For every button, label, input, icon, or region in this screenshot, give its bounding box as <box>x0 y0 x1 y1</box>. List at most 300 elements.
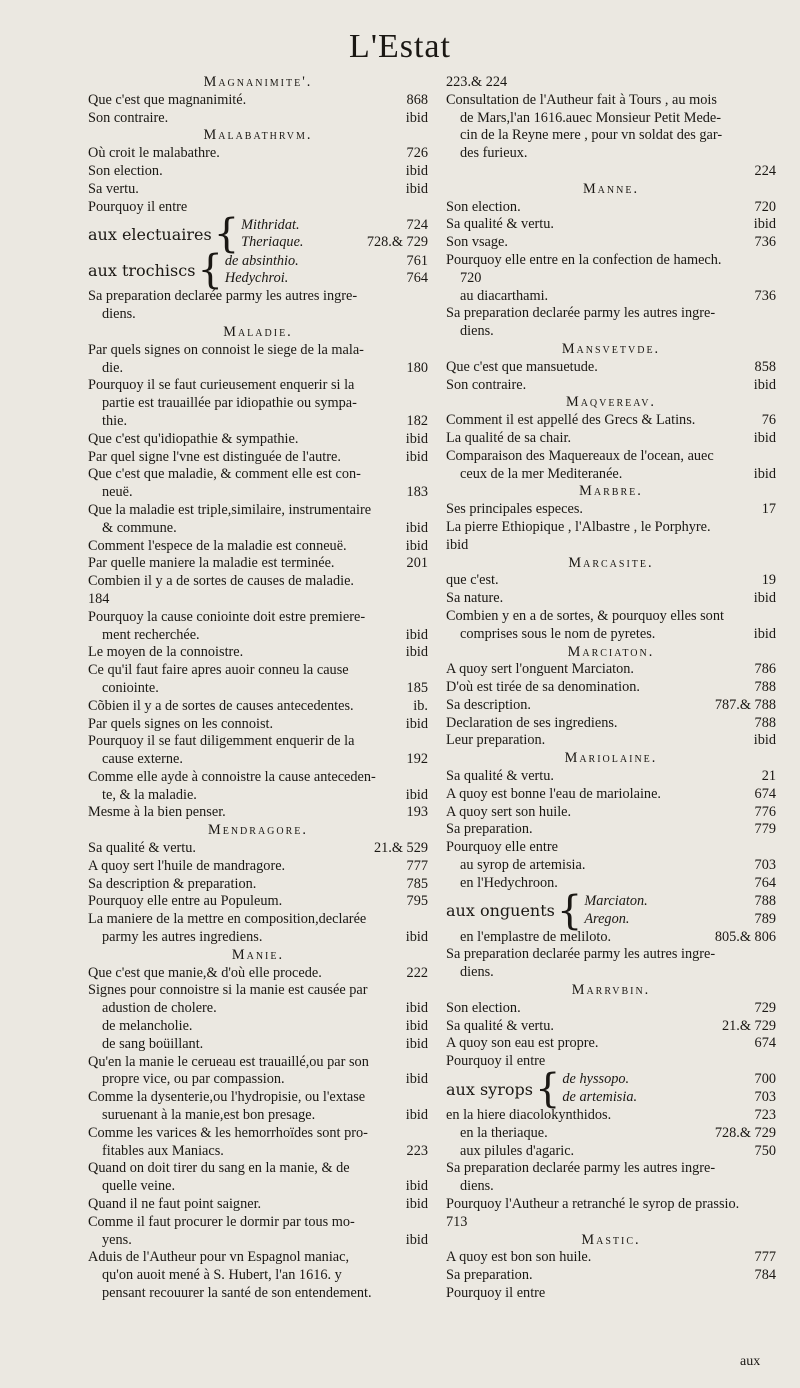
page-ref: 76 <box>761 412 776 429</box>
index-column-left <box>88 74 428 1303</box>
brace-icon: { <box>556 887 583 934</box>
entry-text: diens. <box>460 964 494 981</box>
entry-text: Comme elle ayde à connoistre la cause anteceden- <box>88 768 376 785</box>
index-entry <box>446 608 776 626</box>
page-ref: 180 <box>406 359 428 376</box>
entry-text: Signes pour connoistre si la manie est causée par <box>88 982 368 999</box>
index-entry <box>88 1267 428 1285</box>
entry-text: Pourquoy il entre <box>446 1053 546 1070</box>
index-entry <box>88 1232 428 1250</box>
page-ref: ibid <box>405 1018 428 1035</box>
entry-text: de sang boüillant. <box>102 1035 204 1052</box>
catchword: aux <box>740 1354 761 1369</box>
index-entry <box>88 1018 428 1036</box>
entry-text: en la theriaque. <box>460 1124 548 1141</box>
entry-text: Par quels signes on connoist le siege de la mala- <box>88 341 364 358</box>
brace-icon: { <box>534 1066 561 1113</box>
entry-text: Par quels signes on les connoist. <box>88 715 274 732</box>
page-ref: 788 <box>754 714 776 731</box>
index-entry <box>88 787 428 805</box>
page-ref: 21.& 529 <box>373 840 428 857</box>
index-entry <box>446 430 776 448</box>
index-entry <box>446 359 776 377</box>
index-column-right <box>446 74 776 1303</box>
index-entry <box>88 1178 428 1196</box>
index-entry <box>446 572 776 590</box>
entry-text: au diacarthami. <box>460 287 549 304</box>
page-ref: 193 <box>406 804 428 821</box>
index-entry <box>446 732 776 750</box>
index-entry <box>446 1285 776 1303</box>
index-entry <box>446 110 776 128</box>
entry-text: Pourquoy il entre <box>446 1285 546 1301</box>
entry-text: de Mars,l'an 1616.auec Monsieur Petit Mede- <box>460 109 722 126</box>
page-ref: 700 <box>754 1071 776 1088</box>
index-entry <box>446 448 776 466</box>
brace-items <box>562 1071 776 1107</box>
entry-text: Declaration de ses ingrediens. <box>446 714 618 731</box>
entry-text: Sa qualité & vertu. <box>446 1017 554 1034</box>
page-ref: 703 <box>754 857 776 874</box>
entry-text: ibid <box>446 536 469 553</box>
page-ref: 703 <box>754 1089 776 1106</box>
page-ref: 789 <box>754 910 776 927</box>
page-ref: ibid <box>405 448 428 465</box>
page-ref: 776 <box>754 803 776 820</box>
page-ref: 201 <box>406 555 428 572</box>
index-entry <box>446 1267 776 1285</box>
index-entry <box>446 821 776 839</box>
page-ref: 183 <box>406 484 428 501</box>
entry-text: D'où est tirée de sa denomination. <box>446 679 640 696</box>
page-ref: ibid <box>753 376 776 393</box>
entry-text: Comme les varices & les hemorrhoïdes sont pro- <box>88 1124 368 1141</box>
entry-text: Sa preparation declarée parmy les autres ingre- <box>446 946 716 963</box>
index-entry <box>446 1214 776 1232</box>
entry-text: Marciaton. <box>584 892 648 909</box>
index-entry <box>88 644 428 662</box>
page-ref: 223 <box>406 1142 428 1159</box>
entry-text: 720 <box>460 269 482 286</box>
entry-text: Comment l'espece de la maladie est conneuë. <box>88 537 347 554</box>
entry-text: Pourquoy elle entre <box>446 839 558 856</box>
index-entry <box>88 1160 428 1178</box>
entry-text: au syrop de artemisia. <box>460 857 586 874</box>
brace-label: aux electuaires <box>88 224 212 244</box>
brace-group <box>446 887 776 934</box>
entry-text: Que c'est que manie,& d'où elle procede. <box>88 964 322 981</box>
entry-text: Comme la dysenterie,ou l'hydropisie, ou l'extase <box>88 1089 366 1106</box>
entry-text: diens. <box>460 323 494 340</box>
entry-text: des furieux. <box>460 145 528 162</box>
page-ref: 788 <box>754 892 776 909</box>
entry-text: Pourquoy il se faut diligemment enquerir de la <box>88 733 355 750</box>
index-entry <box>584 893 776 911</box>
page-ref: 724 <box>406 216 428 233</box>
entry-text: ceux de la mer Mediteranée. <box>460 465 623 482</box>
entry-text: de absinthio. <box>224 252 299 269</box>
index-entry <box>88 431 428 449</box>
section-heading: Malabathrvm. <box>203 127 313 144</box>
index-entry <box>88 1107 428 1125</box>
index-entry <box>446 1249 776 1267</box>
page-ref: ibid <box>753 732 776 749</box>
index-entry <box>88 413 428 431</box>
page-ref: ibid <box>405 430 428 447</box>
page-ref: 777 <box>754 1249 776 1266</box>
entry-text: Hedychroi. <box>224 270 289 287</box>
page-ref: 736 <box>754 234 776 251</box>
index-entry <box>88 1089 428 1107</box>
index-entry <box>446 270 776 288</box>
page-ref: 182 <box>406 412 428 429</box>
index-entry <box>88 1285 428 1303</box>
page-ref: ibid <box>405 180 428 197</box>
page-ref: ibid <box>405 1000 428 1017</box>
page-ref: 805.& 806 <box>714 928 776 945</box>
page-ref: 729 <box>754 999 776 1016</box>
entry-text: te, & la maladie. <box>102 786 197 803</box>
page-ref: 764 <box>406 270 428 287</box>
entry-text: Que la maladie est triple,similaire, instrumentaire <box>88 501 372 518</box>
entry-text: de melancholie. <box>102 1018 193 1035</box>
index-entry <box>446 288 776 306</box>
entry-text: Combien il y a de sortes de causes de maladie. <box>88 573 355 590</box>
section-heading: Marciaton. <box>567 643 655 660</box>
page-ref: ibid <box>405 1035 428 1052</box>
entry-text: Pourquoy l'Autheur a retranché le syrop de prassio. <box>446 1196 740 1213</box>
index-entry <box>562 1089 776 1107</box>
page-ref: ibid <box>405 109 428 126</box>
entry-text: qu'on auoit mené à S. Hubert, l'an 1616. y <box>102 1267 342 1284</box>
index-entry <box>446 1000 776 1018</box>
entry-text: pensant recouurer la santé de son entendement. <box>102 1285 372 1301</box>
page-ref: ibid <box>405 537 428 554</box>
page-ref: 19 <box>761 572 776 589</box>
page-ref: ibid <box>753 590 776 607</box>
section-heading: Marbre. <box>579 483 643 500</box>
index-entry <box>88 662 428 680</box>
section-heading: Marcasite. <box>568 554 654 571</box>
index-entry <box>88 466 428 484</box>
entry-text: diens. <box>102 306 136 323</box>
page-ref: ibid <box>753 429 776 446</box>
index-entry <box>446 1125 776 1143</box>
index-entry <box>446 946 776 964</box>
index-entry <box>88 1249 428 1267</box>
entry-text: Mesme à la bien penser. <box>88 804 226 821</box>
brace-group <box>88 247 428 294</box>
page-ref: ibid <box>405 715 428 732</box>
brace-label: aux onguents <box>446 901 555 921</box>
index-entry <box>446 1107 776 1125</box>
entry-text: Theriaque. <box>241 234 304 251</box>
index-entry <box>88 769 428 787</box>
entry-text: Comparaison des Maquereaux de l'ocean, auec <box>446 447 714 464</box>
index-entry <box>88 520 428 538</box>
index-entry <box>88 876 428 894</box>
index-entry <box>88 804 428 822</box>
index-entry <box>88 698 428 716</box>
entry-text: adustion de cholere. <box>102 1000 217 1017</box>
index-entry <box>446 1053 776 1071</box>
entry-text: Quand on doit tirer du sang en la manie, & de <box>88 1160 350 1177</box>
index-entry <box>88 1036 428 1054</box>
entry-text: Que c'est qu'idiopathie & sympathie. <box>88 430 299 447</box>
entry-text: Le moyen de la connoistre. <box>88 644 244 661</box>
entry-text: Son election. <box>446 198 521 215</box>
page-ref: ibid <box>405 929 428 946</box>
entry-text: Son election. <box>88 162 163 179</box>
index-entry <box>584 911 776 929</box>
index-entry <box>446 679 776 697</box>
brace-icon: { <box>213 211 240 258</box>
page-ref: 728.& 729 <box>714 1124 776 1141</box>
entry-text: suruenant à la manie,est bon presage. <box>102 1107 316 1124</box>
page-ref: ibid <box>405 786 428 803</box>
page-ref: 674 <box>754 785 776 802</box>
entry-text: Son contraire. <box>88 109 169 126</box>
index-entry <box>446 377 776 395</box>
entry-text: Sa qualité & vertu. <box>446 768 554 785</box>
section-heading: Mariolaine. <box>564 750 658 767</box>
entry-text: Par quelle maniere la maladie est terminée. <box>88 555 335 572</box>
page-ref: 761 <box>406 252 428 269</box>
page-ref: 795 <box>406 893 428 910</box>
index-entry <box>241 217 428 235</box>
index-entry <box>88 163 428 181</box>
brace-items <box>584 893 776 929</box>
page-ref: 736 <box>754 287 776 304</box>
index-entry <box>88 609 428 627</box>
brace-items <box>241 217 428 253</box>
entry-text: diens. <box>460 1178 494 1195</box>
entry-text: Cõbien il y a de sortes de causes antecedentes. <box>88 697 354 714</box>
page-ref: 17 <box>761 501 776 518</box>
index-entry <box>446 163 776 181</box>
entry-text: Comment il est appellé des Grecs & Latins. <box>446 412 696 429</box>
entry-text: quelle veine. <box>102 1178 176 1195</box>
index-entry <box>88 591 428 609</box>
index-entry <box>446 697 776 715</box>
page-ref: 723 <box>754 1107 776 1124</box>
page-ref: 786 <box>754 661 776 678</box>
entry-text: Sa qualité & vertu. <box>446 216 554 233</box>
entry-text: coniointe. <box>102 679 159 696</box>
index-entry <box>88 1125 428 1143</box>
entry-text: Pourquoy la cause coniointe doit estre premiere- <box>88 608 366 625</box>
entry-text: Consultation de l'Autheur fait à Tours , au mois <box>446 91 717 108</box>
index-entry <box>446 715 776 733</box>
index-entry <box>88 751 428 769</box>
index-entry <box>88 1000 428 1018</box>
entry-text: Aduis de l'Autheur pour vn Espagnol maniac, <box>88 1249 350 1266</box>
index-entry <box>88 840 428 858</box>
entry-text: A quoy sert l'huile de mandragore. <box>88 857 286 874</box>
index-entry <box>225 253 428 271</box>
entry-text: Sa nature. <box>446 590 504 607</box>
entry-text: neuë. <box>102 484 133 501</box>
entry-text: en la hiere diacolokynthidos. <box>446 1107 612 1124</box>
page-ref: ibid <box>405 644 428 661</box>
entry-text: Que c'est que maladie, & comment elle est con- <box>88 466 361 483</box>
entry-text: Sa preparation declarée parmy les autres ingre- <box>446 305 716 322</box>
index-entry <box>446 839 776 857</box>
entry-text: Quand il ne faut point saigner. <box>88 1196 262 1213</box>
index-entry <box>88 733 428 751</box>
page-ref: 868 <box>406 91 428 108</box>
index-entry <box>446 216 776 234</box>
index-entry <box>446 804 776 822</box>
section-heading: Mastic. <box>581 1231 641 1248</box>
entry-text: Pourquoy elle entre en la confection de hamech. <box>446 251 722 268</box>
entry-text: A quoy sert son huile. <box>446 803 572 820</box>
entry-text: yens. <box>102 1231 132 1248</box>
entry-text: Par quel signe l'vne est distinguée de l'autre. <box>88 448 341 465</box>
page-ref: 222 <box>406 964 428 981</box>
page-ref: 785 <box>406 875 428 892</box>
index-entry <box>88 342 428 360</box>
page-ref: 764 <box>754 874 776 891</box>
entry-text: de artemisia. <box>562 1089 638 1106</box>
entry-text: Aregon. <box>584 910 630 927</box>
entry-text: Ses principales especes. <box>446 501 583 518</box>
page-ref: 788 <box>754 679 776 696</box>
section-heading: Maqvereav. <box>566 394 656 411</box>
index-entry <box>446 786 776 804</box>
entry-text: Sa preparation declarée parmy les autres ingre- <box>446 1160 716 1177</box>
index-entry <box>88 306 428 324</box>
page-ref: ibid <box>753 216 776 233</box>
index-entry <box>446 145 776 163</box>
index-entry <box>446 501 776 519</box>
index-entry <box>88 145 428 163</box>
brace-group <box>446 1066 776 1113</box>
entry-text: fitables aux Maniacs. <box>102 1142 224 1159</box>
index-entry <box>88 716 428 734</box>
brace-label: aux trochiscs <box>88 260 196 280</box>
index-entry <box>88 92 428 110</box>
entry-text: de hyssopo. <box>562 1071 630 1088</box>
entry-text: Pourquoy il se faut curieusement enquerir si la <box>88 377 355 394</box>
index-entry <box>446 1035 776 1053</box>
page-ref: 787.& 788 <box>714 696 776 713</box>
entry-text: A quoy est bon son huile. <box>446 1249 592 1266</box>
section-heading: Manie. <box>231 946 285 963</box>
index-entry <box>562 1071 776 1089</box>
entry-text: Mithridat. <box>241 216 300 233</box>
index-entry <box>88 1054 428 1072</box>
entry-text: Combien y en a de sortes, & pourquoy elles sont <box>446 607 724 624</box>
index-entry <box>88 555 428 573</box>
entry-text: Ce qu'il faut faire apres auoir conneu la cause <box>88 662 349 679</box>
index-entry <box>446 661 776 679</box>
section-heading: Magnanimite'. <box>203 74 313 90</box>
entry-text: Pourquoy il entre <box>88 198 188 215</box>
entry-text: comprises sous le nom de pyretes. <box>460 625 656 642</box>
index-entry <box>446 626 776 644</box>
index-entry <box>446 929 776 947</box>
page-ref: 720 <box>754 198 776 215</box>
entry-text: Qu'en la manie le cerueau est trauaillé,ou par son <box>88 1053 369 1070</box>
entry-text: parmy les autres ingrediens. <box>102 929 263 946</box>
section-heading: Maladie. <box>223 323 293 340</box>
entry-text: A quoy est bonne l'eau de mariolaine. <box>446 785 661 802</box>
page-ref: 777 <box>406 857 428 874</box>
index-entry <box>225 270 428 288</box>
page-ref: 784 <box>754 1267 776 1284</box>
entry-text: Pourquoy elle entre au Populeum. <box>88 893 283 910</box>
index-entry <box>88 395 428 413</box>
page-ref: 185 <box>406 679 428 696</box>
index-entry <box>88 893 428 911</box>
page-ref: ibid <box>405 1196 428 1213</box>
index-entry <box>446 199 776 217</box>
entry-text: die. <box>102 359 124 376</box>
index-entry <box>88 110 428 128</box>
entry-text: Sa preparation declarée parmy les autres ingre- <box>88 288 358 305</box>
index-entry <box>88 929 428 947</box>
index-entry <box>88 573 428 591</box>
index-entry <box>446 127 776 145</box>
index-entry <box>88 1143 428 1161</box>
page-ref: 726 <box>406 145 428 162</box>
page-ref: 21.& 729 <box>721 1017 776 1034</box>
entry-text: 223.& 224 <box>446 74 508 90</box>
entry-text: thie. <box>102 412 128 429</box>
entry-text: Sa vertu. <box>88 180 139 197</box>
index-entry <box>88 377 428 395</box>
index-entry <box>88 502 428 520</box>
index-entry <box>446 252 776 270</box>
index-entry <box>446 519 776 537</box>
entry-text: A quoy sert l'onguent Marciaton. <box>446 661 635 678</box>
page-ref: ibid <box>405 162 428 179</box>
index-entry <box>446 768 776 786</box>
entry-text: La maniere de la mettre en composition,declarée <box>88 911 367 928</box>
section-heading: Manne. <box>582 180 640 197</box>
page-ref: ibid <box>405 519 428 536</box>
index-entry <box>446 875 776 893</box>
index-entry <box>446 590 776 608</box>
index-entry <box>88 1071 428 1089</box>
entry-text: en l'Hedychroon. <box>460 874 558 891</box>
brace-items <box>225 253 428 289</box>
index-entry <box>446 1178 776 1196</box>
entry-text: ment recherchée. <box>102 626 200 643</box>
entry-text: Où croit le malabathre. <box>88 145 220 162</box>
index-entry <box>88 680 428 698</box>
index-entry <box>446 1018 776 1036</box>
index-entry <box>446 1196 776 1214</box>
page-ref: 192 <box>406 751 428 768</box>
index-entry <box>446 537 776 555</box>
index-entry <box>446 234 776 252</box>
page-ref: 674 <box>754 1035 776 1052</box>
page-ref: 224 <box>754 162 776 179</box>
entry-text: 713 <box>446 1213 468 1230</box>
page-ref: 858 <box>754 358 776 375</box>
index-entry <box>446 1143 776 1161</box>
entry-text: Sa qualité & vertu. <box>88 840 196 857</box>
index-entry <box>446 1160 776 1178</box>
index-entry <box>88 982 428 1000</box>
page-ref: 779 <box>754 821 776 838</box>
index-entry <box>88 627 428 645</box>
entry-text: Son contraire. <box>446 376 527 393</box>
index-entry <box>241 234 428 252</box>
brace-group <box>88 211 428 258</box>
